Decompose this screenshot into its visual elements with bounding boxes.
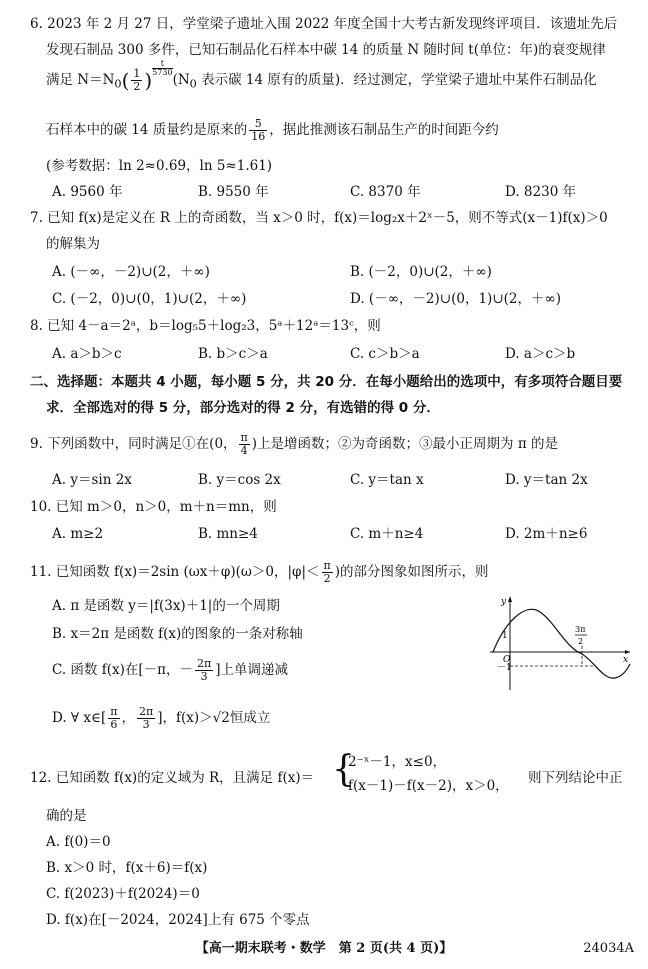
- q12-brace: {: [332, 749, 355, 790]
- q7-option-a: A. (－∞，－2)∪(2，＋∞): [52, 264, 210, 280]
- q8-option-c: C. c＞b＞a: [350, 346, 420, 362]
- q6-half-fraction: $\frac{1}{2}$: [133, 67, 141, 93]
- q12-option-d: D. f(x)在[－2024，2024]上有 675 个零点: [46, 912, 310, 928]
- q6-fraction: $\frac{5}{16}$: [251, 117, 266, 143]
- q8-option-d: D. a＞c＞b: [505, 346, 576, 362]
- graph-origin-label: O: [503, 655, 511, 665]
- page-footer: 【高一期末联考・数学 第 2 页(共 4 页)】: [195, 941, 453, 956]
- q7-line1: 7. 已知 f(x)是定义在 R 上的奇函数，当 x＞0 时，f(x)＝log₂x＋2ˣ－5，则不等式(x－1)f(x)＞0: [30, 210, 608, 226]
- q6-line2: 发现石制品 300 多件，已知石制品化石样本中碳 14 的质量 N 随时间 t(单位：年)的衰变规律: [46, 42, 606, 58]
- q6-reference: (参考数据：ln 2≈0.69，ln 5≈1.61): [46, 158, 273, 174]
- q7-option-b: B. (－2，0)∪(2，＋∞): [350, 264, 492, 280]
- q7-line2: 的解集为: [46, 236, 100, 252]
- q10-option-b: B. mn≥4: [198, 526, 258, 542]
- graph-x-label: x: [623, 655, 629, 665]
- section2-line2: 求．全部选对的得 5 分，部分选对的得 2 分，有选错的得 0 分．: [46, 400, 440, 416]
- q12-option-b: B. x＞0 时，f(x＋6)＝f(x): [46, 860, 208, 876]
- graph-sine-curve: [493, 609, 630, 678]
- paper-code: 24034A: [583, 941, 634, 956]
- x-axis-arrow: [625, 650, 630, 654]
- y-axis-arrow: [508, 596, 512, 602]
- q11-d-fraction2: $\frac{2\pi}{3}$: [139, 705, 154, 731]
- q12-option-a: A. f(0)＝0: [46, 834, 111, 850]
- q6-option-b: B. 9550 年: [198, 184, 269, 200]
- q11-option-a: A. π 是函数 y＝|f(3x)＋1|的一个周期: [52, 598, 280, 614]
- graph-y-label: y: [501, 597, 507, 607]
- q11-c-fraction: $\frac{2\pi}{3}$: [197, 657, 212, 683]
- q9-option-a: A. y＝sin 2x: [52, 472, 132, 488]
- q11-d-fraction1: $\frac{\pi}{6}$: [110, 705, 118, 731]
- q9-option-d: D. y＝tan 2x: [505, 472, 588, 488]
- q12-line1b: 则下列结论中正: [528, 770, 623, 786]
- q6-line3: 满足 $N=N_0$( $\frac{1}{2}$ ) $\frac{t}{5730}$ ($N_0$ 表示碳 14 原有的质量)．经过测定，学堂梁子遗址中某件石制品化: [46, 59, 597, 93]
- section2-line1: 二、选择题：本题共 4 小题，每小题 5 分，共 20 分．在每小题给出的选项中，有多项符合题目要: [30, 374, 623, 390]
- graph-one-label: 1: [502, 631, 508, 641]
- q11-option-b: B. x＝2π 是函数 f(x)的图象的一条对称轴: [52, 626, 303, 642]
- q6-line4: 石样本中的碳 14 质量约是原来的 $\frac{5}{16}$ ，据此推测该石制品生产的时间距今约: [46, 117, 499, 143]
- q10-option-a: A. m≥2: [52, 526, 104, 542]
- q12-case2: f(x－1)－f(x－2)，x＞0，: [348, 778, 509, 794]
- q9-line1: 9. 下列函数中，同时满足①在(0， $\frac{\pi}{4}$ )上是增函数；②为奇函数；③最小正周期为 π 的是: [30, 431, 558, 457]
- q9-option-b: B. y＝cos 2x: [198, 472, 281, 488]
- q12-line2: 确的是: [46, 808, 87, 824]
- q11-fraction: $\frac{\pi}{2}$: [323, 559, 331, 585]
- q12-case1: 2⁻ˣ－1，x≤0，: [348, 754, 447, 770]
- q6-option-d: D. 8230 年: [505, 184, 577, 200]
- q7-option-c: C. (－2，0)∪(0，1)∪(2，＋∞): [52, 291, 247, 307]
- q12-option-c: C. f(2023)＋f(2024)＝0: [46, 886, 200, 902]
- q10-option-c: C. m＋n≥4: [350, 526, 424, 542]
- q11-sine-graph: [485, 592, 635, 692]
- q10-line1: 10. 已知 m＞0，n＞0，m＋n＝mn，则: [30, 499, 277, 515]
- q10-option-d: D. 2m＋n≥6: [505, 526, 588, 542]
- q8-line1: 8. 已知 4－a＝2ᵃ，b＝log₅5＋log₂3，5ᵃ＋12ᵃ＝13ᶜ，则: [30, 318, 381, 334]
- q6-line1: 6. 2023 年 2 月 27 日，学堂梁子遗址入围 2022 年度全国十大考古新发现终评项目．该遗址先后: [30, 16, 618, 32]
- q9-fraction: $\frac{\pi}{4}$: [240, 431, 248, 457]
- graph-neg-one-label: －1: [497, 663, 512, 673]
- q8-option-b: B. b＞c＞a: [198, 346, 268, 362]
- q12-line1a: 12. 已知函数 f(x)的定义域为 R，且满足 f(x)＝: [30, 770, 315, 786]
- q11-option-c: C. 函数 f(x)在[－π，－ $\frac{2\pi}{3}$ ]上单调递减: [52, 657, 289, 683]
- q11-line1: 11. 已知函数 f(x)＝2sin (ωx＋φ)(ω＞0，|φ|＜ $\frac{\pi}{2}$ )的部分图象如图所示，则: [30, 559, 489, 585]
- graph-tick-num: 3π: [575, 625, 586, 634]
- q6-exponent: $\frac{t}{5730}$: [152, 59, 173, 77]
- graph-tick-den: 2: [578, 637, 584, 646]
- q11-option-d: D. ∀ x∈[ $\frac{\pi}{6}$ ， $\frac{2\pi}{3}$ ]，f(x)＞√2恒成立: [52, 705, 271, 731]
- q6-option-a: A. 9560 年: [52, 184, 123, 200]
- q7-option-d: D. (－∞，－2)∪(0，1)∪(2，＋∞): [350, 291, 561, 307]
- q9-option-c: C. y＝tan x: [350, 472, 424, 488]
- q8-option-a: A. a＞b＞c: [52, 346, 122, 362]
- q6-option-c: C. 8370 年: [350, 184, 421, 200]
